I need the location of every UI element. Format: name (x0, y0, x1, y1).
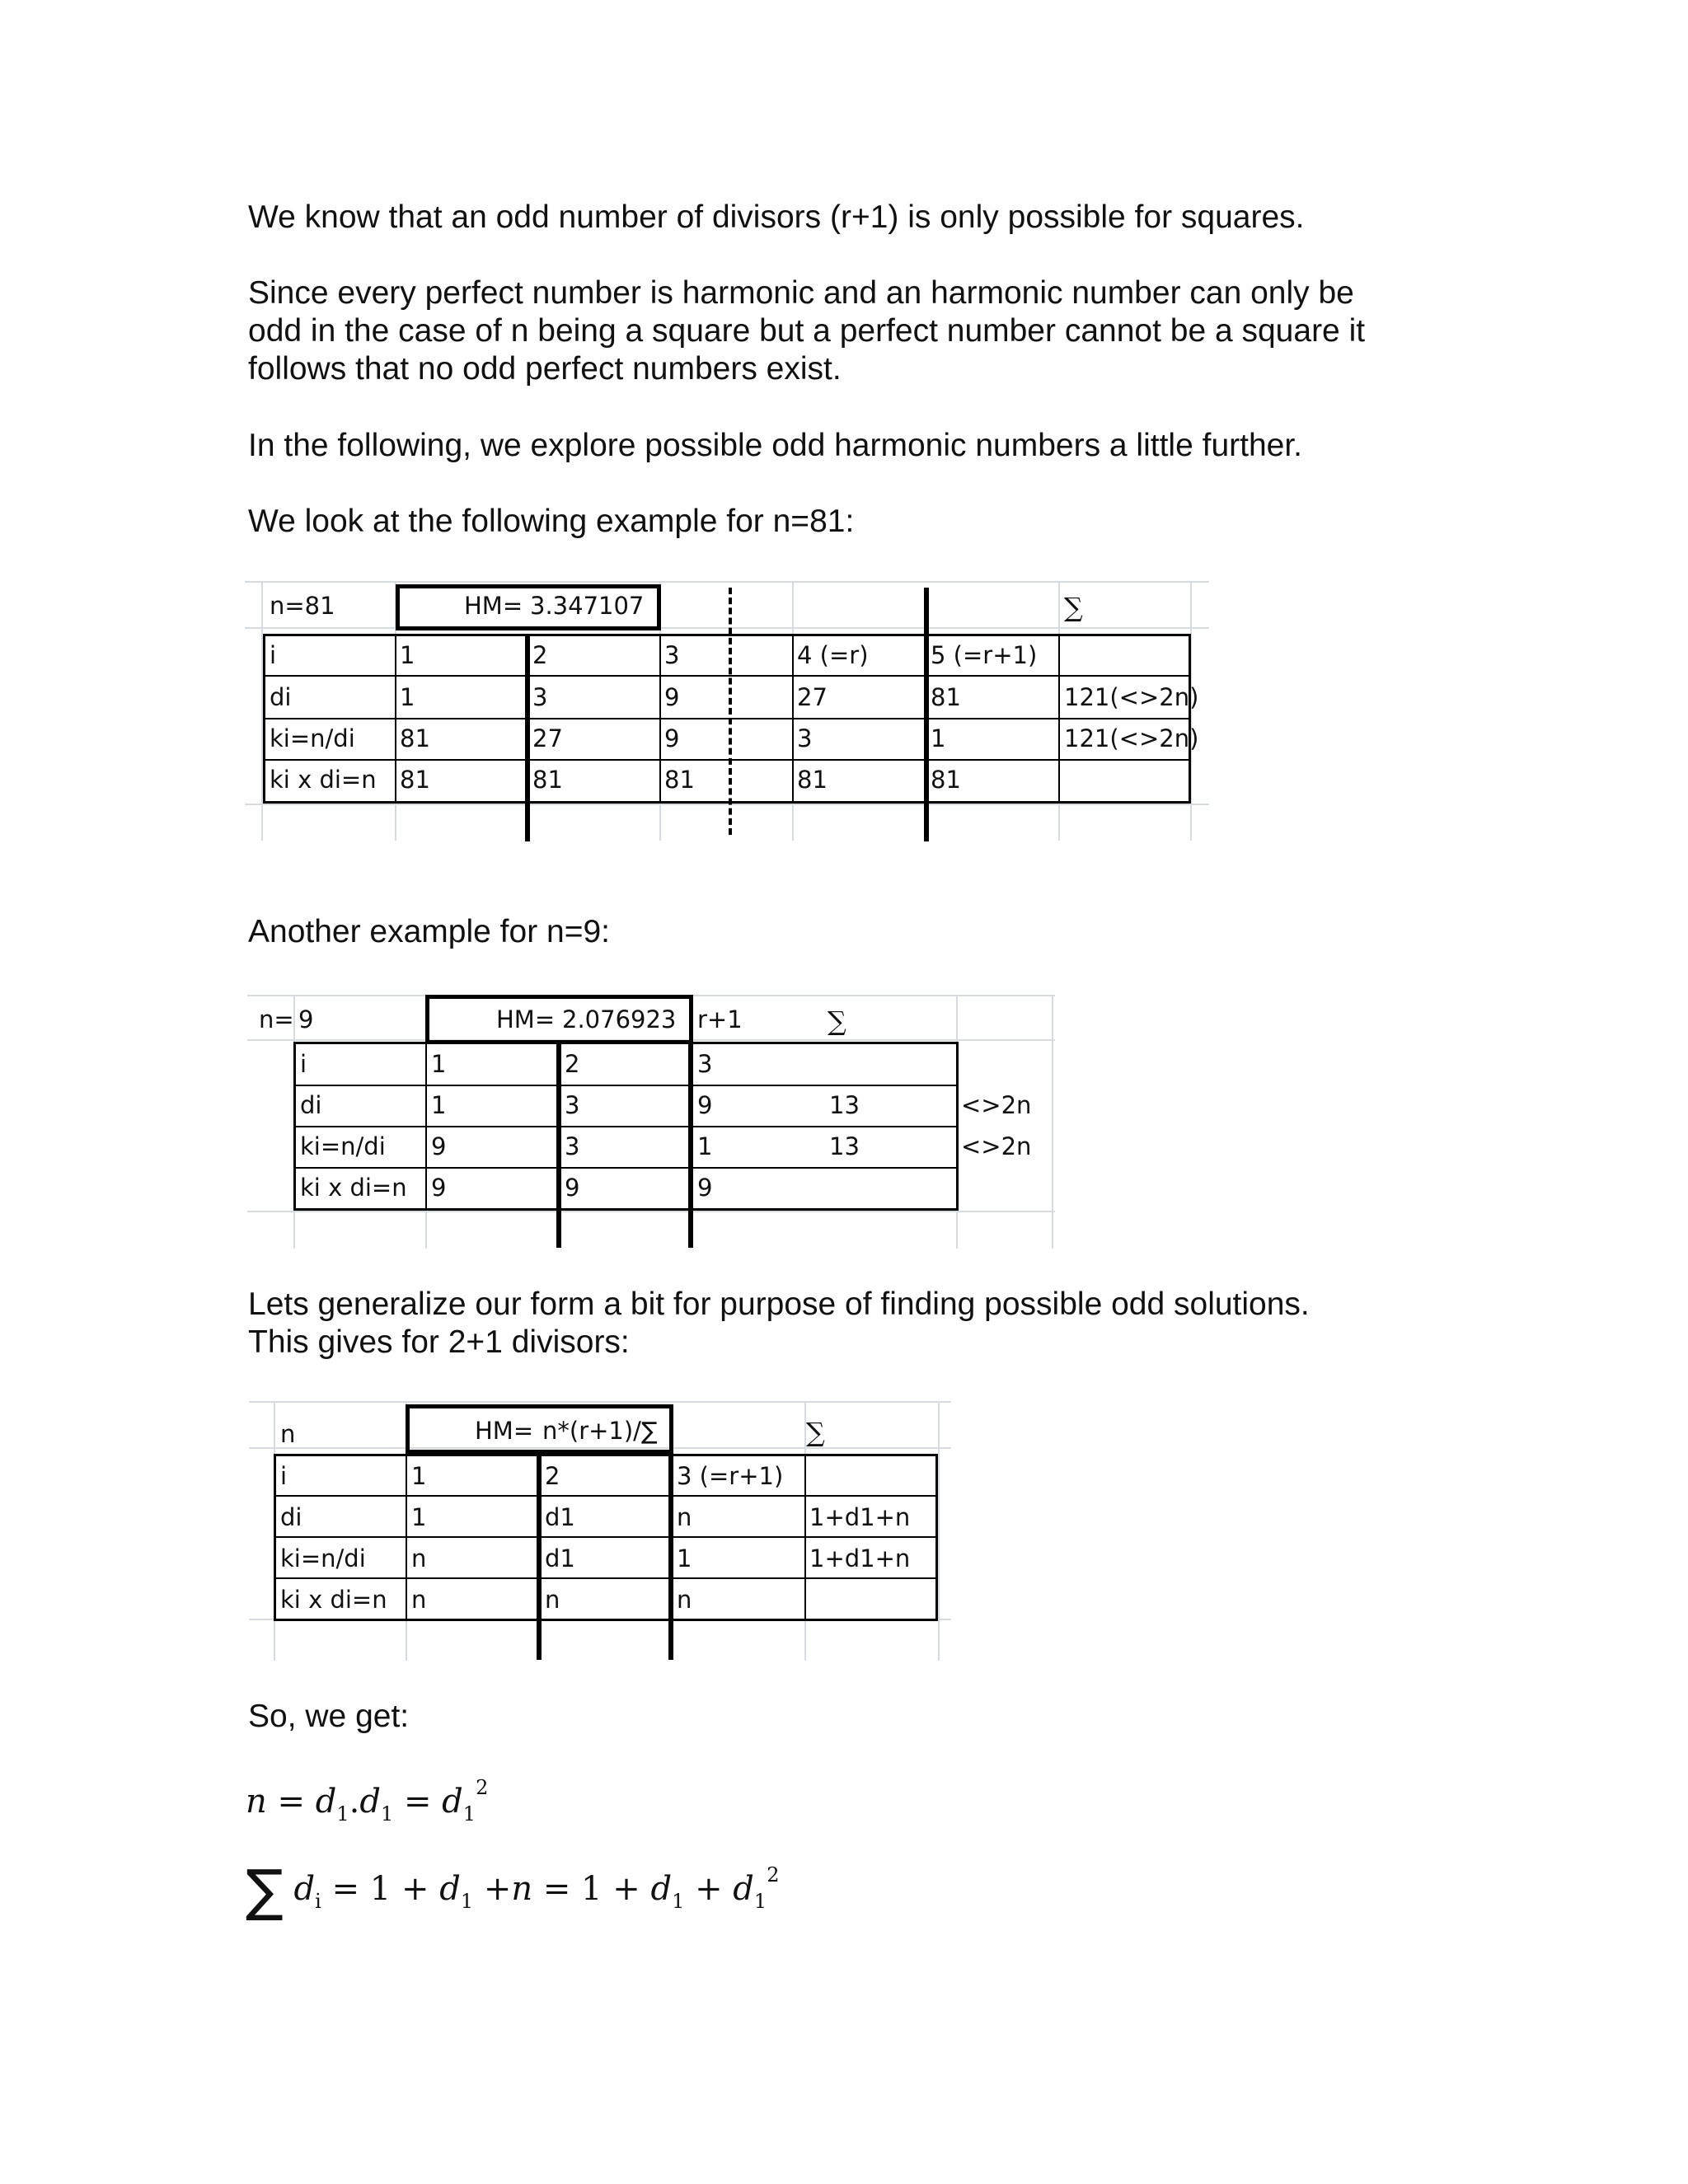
table-cell: 3 (664, 641, 680, 669)
sum-cell: 13 (829, 1132, 860, 1160)
perfect-number-line-1: Since every perfect number is harmonic and an harmonic number can only be (248, 275, 1354, 311)
n-label: n (280, 1420, 296, 1448)
table-cell: 1 (411, 1462, 427, 1490)
table-cell: 81 (532, 766, 563, 794)
generalize-line-1: Lets generalize our form a bit for purpose of finding possible odd solutions. (248, 1286, 1310, 1322)
table-cell: 1 (431, 1091, 447, 1119)
sum-cell: 1+d1+n (809, 1503, 911, 1531)
table-cell: 81 (797, 766, 828, 794)
table-cell: 3 (532, 683, 548, 711)
row-label-di: di (300, 1091, 322, 1119)
table-cell: 9 (697, 1091, 713, 1119)
table-cell: 27 (532, 724, 563, 752)
table-cell: 9 (697, 1174, 713, 1202)
table-cell: 9 (431, 1132, 447, 1160)
hm-value: 3.347107 (530, 592, 645, 620)
equation-n-square: $n = d_1.d_1 = d_1^2$ (246, 1776, 489, 1825)
row-label-ki: ki=n/di (270, 724, 355, 752)
table-cell: 2 (532, 641, 548, 669)
table-cell: 1 (931, 724, 946, 752)
n-label: n= (259, 1005, 294, 1033)
table-n81 (245, 581, 1209, 841)
sigma-header: ∑ (828, 1005, 846, 1037)
table-cell: 1 (400, 683, 415, 711)
so-we-get: So, we get: (248, 1699, 410, 1734)
sum-cell: 1+d1+n (809, 1544, 911, 1572)
table-n9 (247, 995, 1055, 1249)
example-9-heading: Another example for n=9: (248, 914, 611, 949)
table-cell: 9 (565, 1174, 580, 1202)
table-cell: 81 (931, 766, 961, 794)
sum-cell: 13 (829, 1091, 860, 1119)
table-cell: 81 (664, 766, 695, 794)
generalize-line-2: This gives for 2+1 divisors: (248, 1324, 630, 1360)
table-cell: 27 (797, 683, 828, 711)
perfect-number-line-3: follows that no odd perfect numbers exist. (248, 351, 842, 387)
table-cell: 3 (565, 1132, 580, 1160)
table-cell: 1 (411, 1503, 427, 1531)
equation-divisor-sum: ∑ $d_i = 1 + d_1 +n = 1 + d_1 + d_1^2$ (246, 1858, 780, 1924)
table-cell: 81 (400, 724, 430, 752)
table-cell: n (545, 1586, 560, 1614)
table-cell: 3 (565, 1091, 580, 1119)
table-cell: 3 (797, 724, 813, 752)
table-cell: n (677, 1503, 692, 1531)
sigma-header: ∑ (806, 1417, 825, 1448)
table-cell: 9 (664, 724, 680, 752)
table-cell: 3 (=r+1) (677, 1462, 784, 1490)
table-cell: 1 (400, 641, 415, 669)
row-label-product: ki x di=n (270, 766, 377, 794)
perfect-number-line-2: odd in the case of n being a square but a perfect number cannot be a square it (248, 313, 1366, 349)
table-cell: d1 (545, 1503, 575, 1531)
table-cell: 1 (697, 1132, 713, 1160)
sum-cell: 121(<>2n) (1064, 724, 1199, 752)
table-cell: 81 (931, 683, 961, 711)
sigma-symbol: ∑ (246, 1858, 284, 1924)
hm-label: HM= (464, 592, 523, 620)
table-cell: 2 (565, 1050, 580, 1078)
row-label-i: i (280, 1462, 288, 1490)
note-cell: <>2n (961, 1091, 1032, 1119)
table-cell: n (411, 1544, 427, 1572)
row-label-i: i (300, 1050, 307, 1078)
n-label: n=81 (270, 592, 335, 620)
hm-value: n*(r+1)/∑ (542, 1417, 658, 1445)
row-label-i: i (270, 641, 277, 669)
n-value: 9 (298, 1005, 314, 1033)
explore-paragraph: In the following, we explore possible odd harmonic numbers a little further. (248, 428, 1303, 463)
table-cell: 2 (545, 1462, 560, 1490)
table-cell: 4 (=r) (797, 641, 869, 669)
table-cell: 9 (431, 1174, 447, 1202)
table-general (249, 1401, 951, 1661)
note-cell: <>2n (961, 1132, 1032, 1160)
table-cell: 81 (400, 766, 430, 794)
hm-label: HM= (496, 1005, 556, 1033)
table-cell: 1 (677, 1544, 692, 1572)
row-label-product: ki x di=n (300, 1174, 407, 1202)
row-label-di: di (280, 1503, 302, 1531)
row-label-product: ki x di=n (280, 1586, 387, 1614)
sum-cell: 121(<>2n) (1064, 683, 1199, 711)
table-cell: 3 (697, 1050, 713, 1078)
table-cell: d1 (545, 1544, 575, 1572)
intro-paragraph: We know that an odd number of divisors (r+1) is only possible for squares. (248, 199, 1305, 235)
row-label-di: di (270, 683, 292, 711)
hm-label: HM= (475, 1417, 534, 1445)
table-cell: 1 (431, 1050, 447, 1078)
row-label-ki: ki=n/di (280, 1544, 366, 1572)
r-plus-1-label: r+1 (697, 1005, 743, 1033)
table-cell: 5 (=r+1) (931, 641, 1038, 669)
hm-value: 2.076923 (562, 1005, 677, 1033)
example-81-heading: We look at the following example for n=81: (248, 504, 855, 539)
row-label-ki: ki=n/di (300, 1132, 386, 1160)
sigma-header: ∑ (1064, 592, 1083, 623)
table-cell: 9 (664, 683, 680, 711)
table-cell: n (677, 1586, 692, 1614)
table-cell: n (411, 1586, 427, 1614)
